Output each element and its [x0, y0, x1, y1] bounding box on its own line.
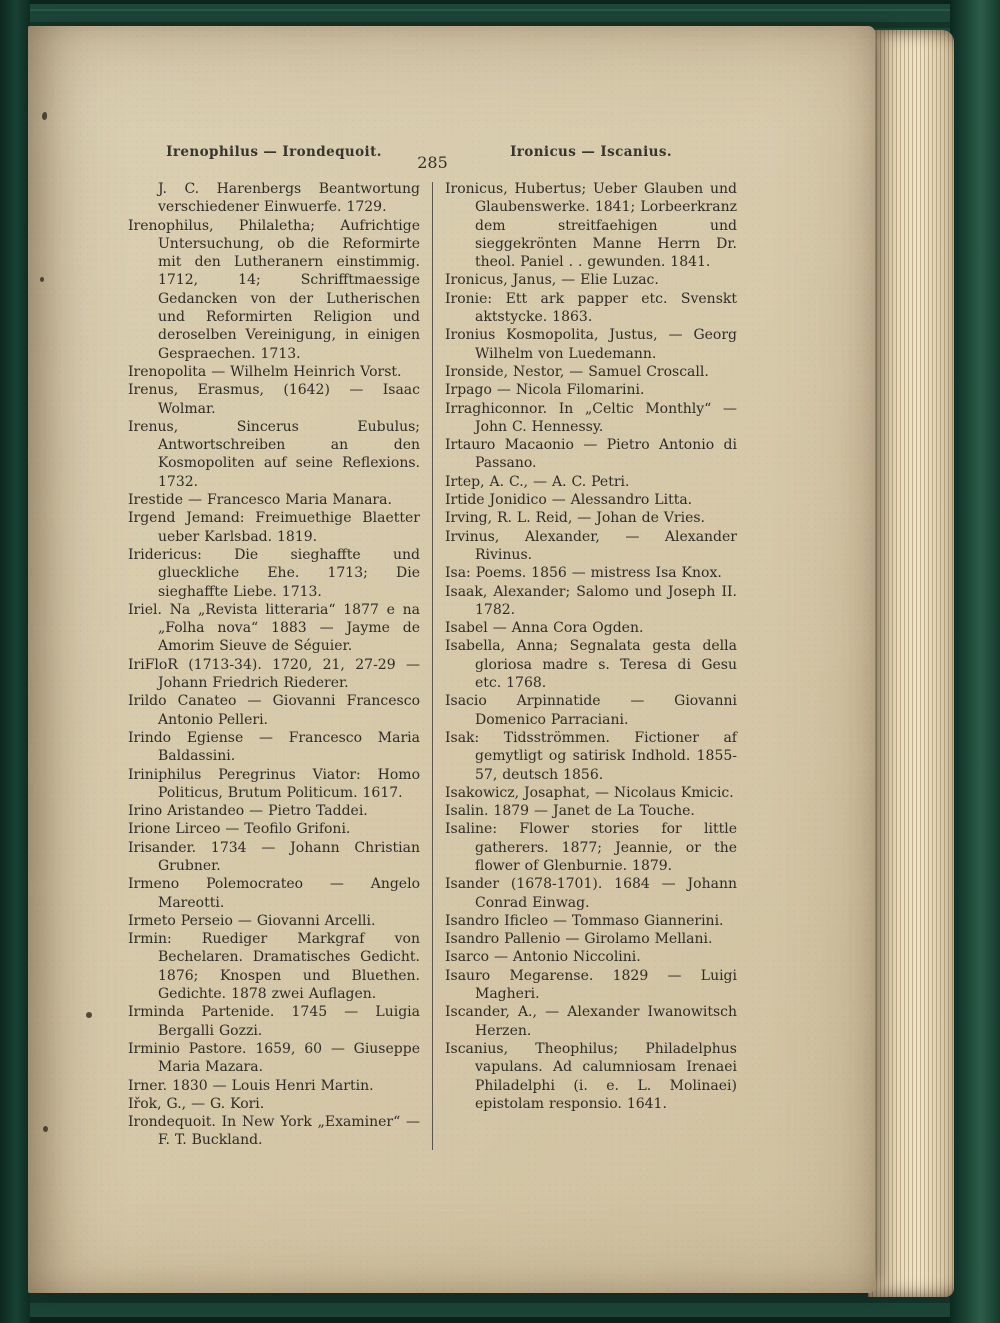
dictionary-entry: Iriel. Na „Revista litteraria“ 1877 e na „Folha nova“ 1883 — Jayme de Amorim Sieuve de Séguier.	[128, 601, 420, 655]
dictionary-entry: Isandro Pallenio — Girolamo Mellani.	[445, 931, 713, 948]
dictionary-entry: Isa: Poems. 1856 — mistress Isa Knox.	[445, 565, 722, 582]
dictionary-entry: Irgend Jemand: Freimuethige Blaetter ueber Karlsbad. 1819.	[128, 510, 420, 545]
dictionary-entry: Ironside, Nestor, — Samuel Croscall.	[445, 363, 709, 380]
dictionary-entry: Irner. 1830 — Louis Henri Martin.	[128, 1077, 374, 1094]
dictionary-entry: Irpago — Nicola Filomarini.	[445, 382, 645, 399]
left-column	[128, 180, 420, 1150]
dictionary-entry: Irtide Jonidico — Alessandro Litta.	[445, 492, 693, 509]
dictionary-entry: Isander (1678-1701). 1684 — Johann Conrad Einwag.	[445, 876, 737, 911]
dictionary-entry: Ironicus, Janus, — Elie Luzac.	[445, 272, 659, 289]
dictionary-entry: Isakowicz, Josaphat, — Nicolaus Kmicic.	[445, 784, 734, 801]
dictionary-entry: Irraghiconnor. In „Celtic Monthly“ — John C. Hennessy.	[445, 400, 737, 435]
running-header-left: Irenophilus — Irondequoit.	[166, 144, 382, 160]
book-cover-spine	[0, 0, 30, 1323]
dictionary-entry: Irenus, Sincerus Eubulus; Antwortschreiben an den Kosmopoliten auf seine Reflexions. 1732.	[128, 418, 420, 490]
dictionary-entry: Ironie: Ett ark papper etc. Svenskt aktstycke. 1863.	[445, 290, 737, 326]
dictionary-entry: Irmin: Ruediger Markgraf von Bechelaren. Dramatisches Gedicht. 1876; Knospen und Bluethen. Gedichte. 1878 zwei Auflagen.	[128, 931, 420, 1003]
dictionary-entry: Isaline: Flower stories for little gatherers. 1877; Jeannie, or the flower of Glenburnie. 1879.	[445, 821, 737, 874]
dictionary-entry: Irtep, A. C., — A. C. Petri.	[445, 473, 630, 490]
dictionary-entry: Irminda Partenide. 1745 — Luigia Bergalli Gozzi.	[128, 1004, 420, 1039]
dictionary-entry: Irindo Egiense — Francesco Maria Baldassini.	[128, 729, 420, 765]
dictionary-entry: Iriniphilus Peregrinus Viator: Homo Politicus, Brutum Politicum. 1617.	[128, 766, 420, 801]
ink-speck	[43, 1126, 48, 1132]
dictionary-entry: J. C. Harenbergs Beantwortung verschiedener Einwuerfe. 1729.	[158, 181, 420, 216]
dictionary-entry: Irvinus, Alexander, — Alexander Rivinus.	[445, 528, 737, 563]
dictionary-entry: Iscander, A., — Alexander Iwanowitsch Herzen.	[445, 1004, 737, 1039]
book-cover-top	[0, 0, 1000, 28]
dictionary-entry: Irestide — Francesco Maria Manara.	[128, 492, 392, 509]
dictionary-entry: Irenus, Erasmus, (1642) — Isaac Wolmar.	[128, 382, 420, 417]
dictionary-entry: Irino Aristandeo — Pietro Taddei.	[128, 803, 368, 820]
column-divider	[432, 182, 433, 1150]
dictionary-entry: Ironius Kosmopolita, Justus, — Georg Wilhelm von Luedemann.	[445, 327, 737, 362]
dictionary-entry: Iřok, G., — G. Kori.	[128, 1095, 265, 1112]
fore-edge-page-stack	[868, 30, 954, 1297]
book-cover-bottom	[0, 1291, 1000, 1323]
dictionary-entry: Irving, R. L. Reid, — Johan de Vries.	[445, 510, 706, 527]
dictionary-entry: Irondequoit. In New York „Examiner“ — F. T. Buckland.	[128, 1114, 420, 1149]
book-cover-board	[950, 0, 1000, 1323]
dictionary-entry: Irildo Canateo — Giovanni Francesco Antonio Pelleri.	[128, 693, 420, 728]
ink-speck	[40, 277, 44, 282]
dictionary-entry: Iscanius, Theophilus; Philadelphus vapulans. Ad calumniosam Irenaei Philadelphi (i. e. L. Molinaei) epistolam responsio. 1641.	[445, 1040, 737, 1112]
dictionary-entry: Isandro Ificleo — Tommaso Giannerini.	[445, 912, 724, 929]
running-header-right: Ironicus — Iscanius.	[510, 144, 672, 160]
dictionary-entry: Irisander. 1734 — Johann Christian Grubner.	[128, 839, 420, 874]
dictionary-entry: Isaak, Alexander; Salomo und Joseph II. 1782.	[445, 583, 737, 618]
dictionary-entry: IriFloR (1713-34). 1720, 21, 27-29 — Johann Friedrich Riederer.	[128, 656, 420, 692]
dictionary-entry: Ironicus, Hubertus; Ueber Glauben und Glaubenswerke. 1841; Lorbeerkranz dem streitfaehigen und sieggekrönten Manne Herrn Dr. theol. Paniel . . gewunden. 1841.	[445, 181, 737, 271]
page-number: 285	[417, 153, 448, 172]
ink-speck	[42, 112, 47, 120]
dictionary-entry: Isalin. 1879 — Janet de La Touche.	[445, 803, 695, 820]
dictionary-entry: Irione Lirceo — Teofilo Grifoni.	[128, 821, 351, 838]
running-header	[28, 144, 875, 172]
text-block	[28, 180, 875, 1150]
dictionary-entry: Iridericus: Die sieghaffte und glueckliche Ehe. 1713; Die sieghaffte Liebe. 1713.	[128, 546, 420, 600]
dictionary-entry: Isauro Megarense. 1829 — Luigi Magheri.	[445, 967, 737, 1003]
dictionary-entry: Isacio Arpinnatide — Giovanni Domenico Parraciani.	[445, 693, 737, 728]
dictionary-entry: Isabella, Anna; Segnalata gesta della gloriosa madre s. Teresa di Gesu etc. 1768.	[445, 638, 737, 692]
dictionary-entry: Irtauro Macaonio — Pietro Antonio di Passano.	[445, 437, 737, 472]
dictionary-entry: Isabel — Anna Cora Ogden.	[445, 620, 644, 637]
dictionary-entry: Isak: Tidsströmmen. Fictioner af gemytligt og satirisk Indhold. 1855-57, deutsch 1856.	[445, 729, 737, 783]
dictionary-entry: Irminio Pastore. 1659, 60 — Giuseppe Maria Mazara.	[128, 1040, 420, 1076]
right-column	[445, 180, 737, 1150]
dictionary-entry: Irenophilus, Philaletha; Aufrichtige Untersuchung, ob die Reformirte mit den Lutheranern einstimmig. 1712, 14; Schrifftmaessige Gedancken von der Lutherischen und Reformirten Religion und deroselben Vereinigung, in einigen Gespraechen. 1713.	[128, 217, 420, 362]
dictionary-entry: Irmeto Perseio — Giovanni Arcelli.	[128, 912, 376, 929]
book-page	[28, 26, 875, 1293]
dictionary-entry: Irenopolita — Wilhelm Heinrich Vorst.	[128, 363, 402, 380]
ink-speck	[86, 1012, 92, 1018]
dictionary-entry: Irmeno Polemocrateo — Angelo Mareotti.	[128, 876, 420, 911]
dictionary-entry: Isarco — Antonio Niccolini.	[445, 949, 641, 966]
